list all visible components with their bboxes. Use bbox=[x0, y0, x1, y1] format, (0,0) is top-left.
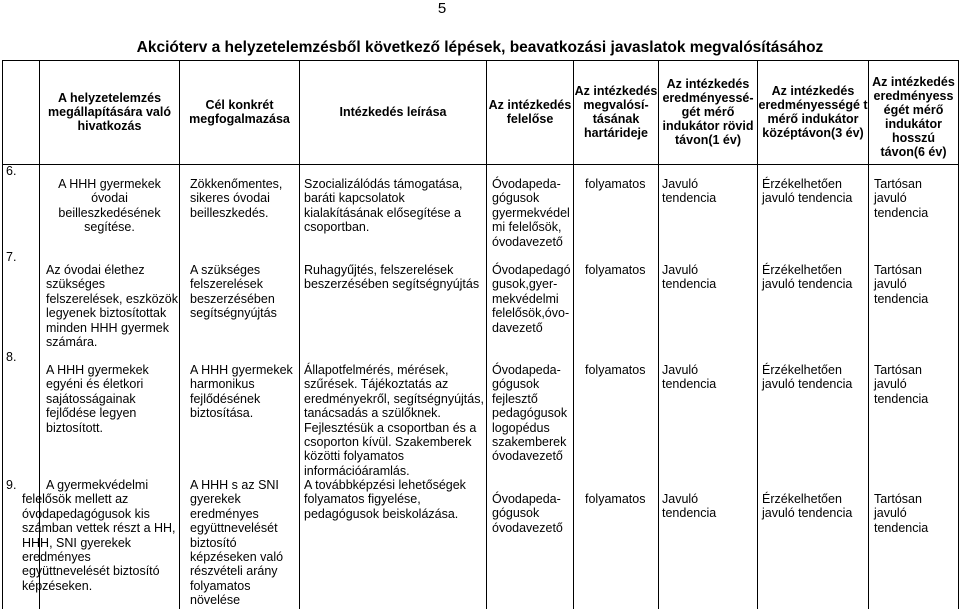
row-deadline: folyamatos bbox=[585, 363, 646, 377]
row-owner: Óvodapeda-gógusok gyermekvédel mi felelősök, óvodavezető bbox=[492, 177, 570, 249]
row-short-term: Javuló tendencia bbox=[662, 263, 717, 292]
row-short-term: Javuló tendencia bbox=[662, 177, 717, 206]
header-reference: A helyzetelemzés megállapítására való hivatkozás bbox=[48, 91, 171, 133]
row-long-term: Tartósan javuló tendencia bbox=[874, 263, 929, 306]
row-goal: A HHH s az SNI gyerekek eredményes együttnevelését biztosító képzéseken való részvételi arány folyamatos növelése bbox=[190, 478, 284, 608]
row-action: Ruhagyűjtés, felszerelések beszerzésében segítségnyújtás bbox=[304, 263, 480, 292]
row-deadline: folyamatos bbox=[585, 492, 646, 506]
row-reference: A gyermekvédelmi felelősök mellett az óvodapedagógusok kis számban vettek részt a HH, HHH, SNI gyerekek eredményes együttnevelését biztosító képzéseken. bbox=[22, 478, 176, 593]
row-action: Állapotfelmérés, mérések, szűrések. Tájékoztatás az eredményekről, segítségnyújtás, tanácsadás a szülőknek. Fejlesztésük a csoportban és a csoporton kívül. Szakemberek közötti folyamatos információáramlás. bbox=[304, 363, 484, 478]
page-title: Akcióterv a helyzetelemzésből következő lépések, beavatkozási javaslatok megvalósításához bbox=[136, 39, 824, 56]
row-goal: A szükséges felszerelések beszerzésében segítségnyújtás bbox=[190, 263, 277, 321]
row-number: 7. bbox=[6, 250, 17, 264]
header-short-term: Az intézkedés eredményessé-gét mérő indukátor rövid távon(1 év) bbox=[662, 77, 754, 147]
row-owner: Óvodapeda-gógusok óvodavezető bbox=[492, 492, 563, 535]
row-mid-term: Érzékelhetően javuló tendencia bbox=[762, 263, 853, 292]
table-border-left bbox=[2, 60, 3, 609]
row-owner: Óvodapedagó gusok,gyer-mekvédelmi felelősök,óvo-davezető bbox=[492, 263, 571, 335]
row-mid-term: Érzékelhetően javuló tendencia bbox=[762, 177, 853, 206]
table-border-top bbox=[2, 60, 959, 61]
row-deadline: folyamatos bbox=[585, 263, 646, 277]
row-long-term: Tartósan javuló tendencia bbox=[874, 363, 929, 406]
header-goal: Cél konkrét megfogalmazása bbox=[189, 98, 290, 126]
row-mid-term: Érzékelhetően javuló tendencia bbox=[762, 363, 853, 392]
action-plan-table bbox=[2, 60, 959, 609]
row-reference: Az óvodai élethez szükséges felszerelések, eszközök legyenek biztosítottak minden HHH gyermek számára. bbox=[46, 263, 179, 350]
row-reference: A HHH gyermekek egyéni és életkori sajátosságainak fejlődése legyen biztosított. bbox=[46, 363, 149, 435]
row-owner: Óvodapeda-gógusok fejlesztő pedagógusok logopédus szakemberek óvodavezető bbox=[492, 363, 568, 464]
row-action: A továbbképzési lehetőségek folyamatos figyelése, pedagógusok beiskolázása. bbox=[304, 478, 466, 521]
row-goal: Zökkenőmentes, sikeres óvodai beilleszkedés. bbox=[190, 177, 283, 220]
header-mid-term: Az intézkedés eredményességé t mérő indukátor középtávon(3 év) bbox=[758, 84, 868, 140]
table-border-right bbox=[958, 60, 959, 609]
row-number: 6. bbox=[6, 164, 17, 178]
header-deadline: Az intézkedés megvalósí-tásának hartárideje bbox=[574, 84, 658, 140]
row-number: 8. bbox=[6, 350, 17, 364]
column-divider bbox=[299, 60, 300, 609]
row-short-term: Javuló tendencia bbox=[662, 363, 717, 392]
header-action: Intézkedés leírása bbox=[339, 105, 447, 119]
row-short-term: Javuló tendencia bbox=[662, 492, 717, 521]
row-action: Szocializálódás támogatása, baráti kapcsolatok kialakításának elősegítése a csoportban. bbox=[304, 177, 463, 235]
header-long-term: Az intézkedés eredményess égét mérő indukátor hosszú távon(6 év) bbox=[872, 75, 955, 159]
row-goal: A HHH gyermekek harmonikus fejlődésének biztosítása. bbox=[190, 363, 293, 421]
header-owner: Az intézkedés felelőse bbox=[488, 98, 572, 126]
row-deadline: folyamatos bbox=[585, 177, 646, 191]
row-reference: A HHH gyermekek óvodai beilleszkedésének segítése. bbox=[58, 177, 161, 235]
row-long-term: Tartósan javuló tendencia bbox=[874, 492, 929, 535]
header-separator bbox=[2, 164, 959, 165]
column-divider bbox=[179, 60, 180, 609]
row-long-term: Tartósan javuló tendencia bbox=[874, 177, 929, 220]
row-number: 9. bbox=[6, 478, 17, 492]
page-number: 5 bbox=[437, 0, 447, 17]
row-mid-term: Érzékelhetően javuló tendencia bbox=[762, 492, 853, 521]
